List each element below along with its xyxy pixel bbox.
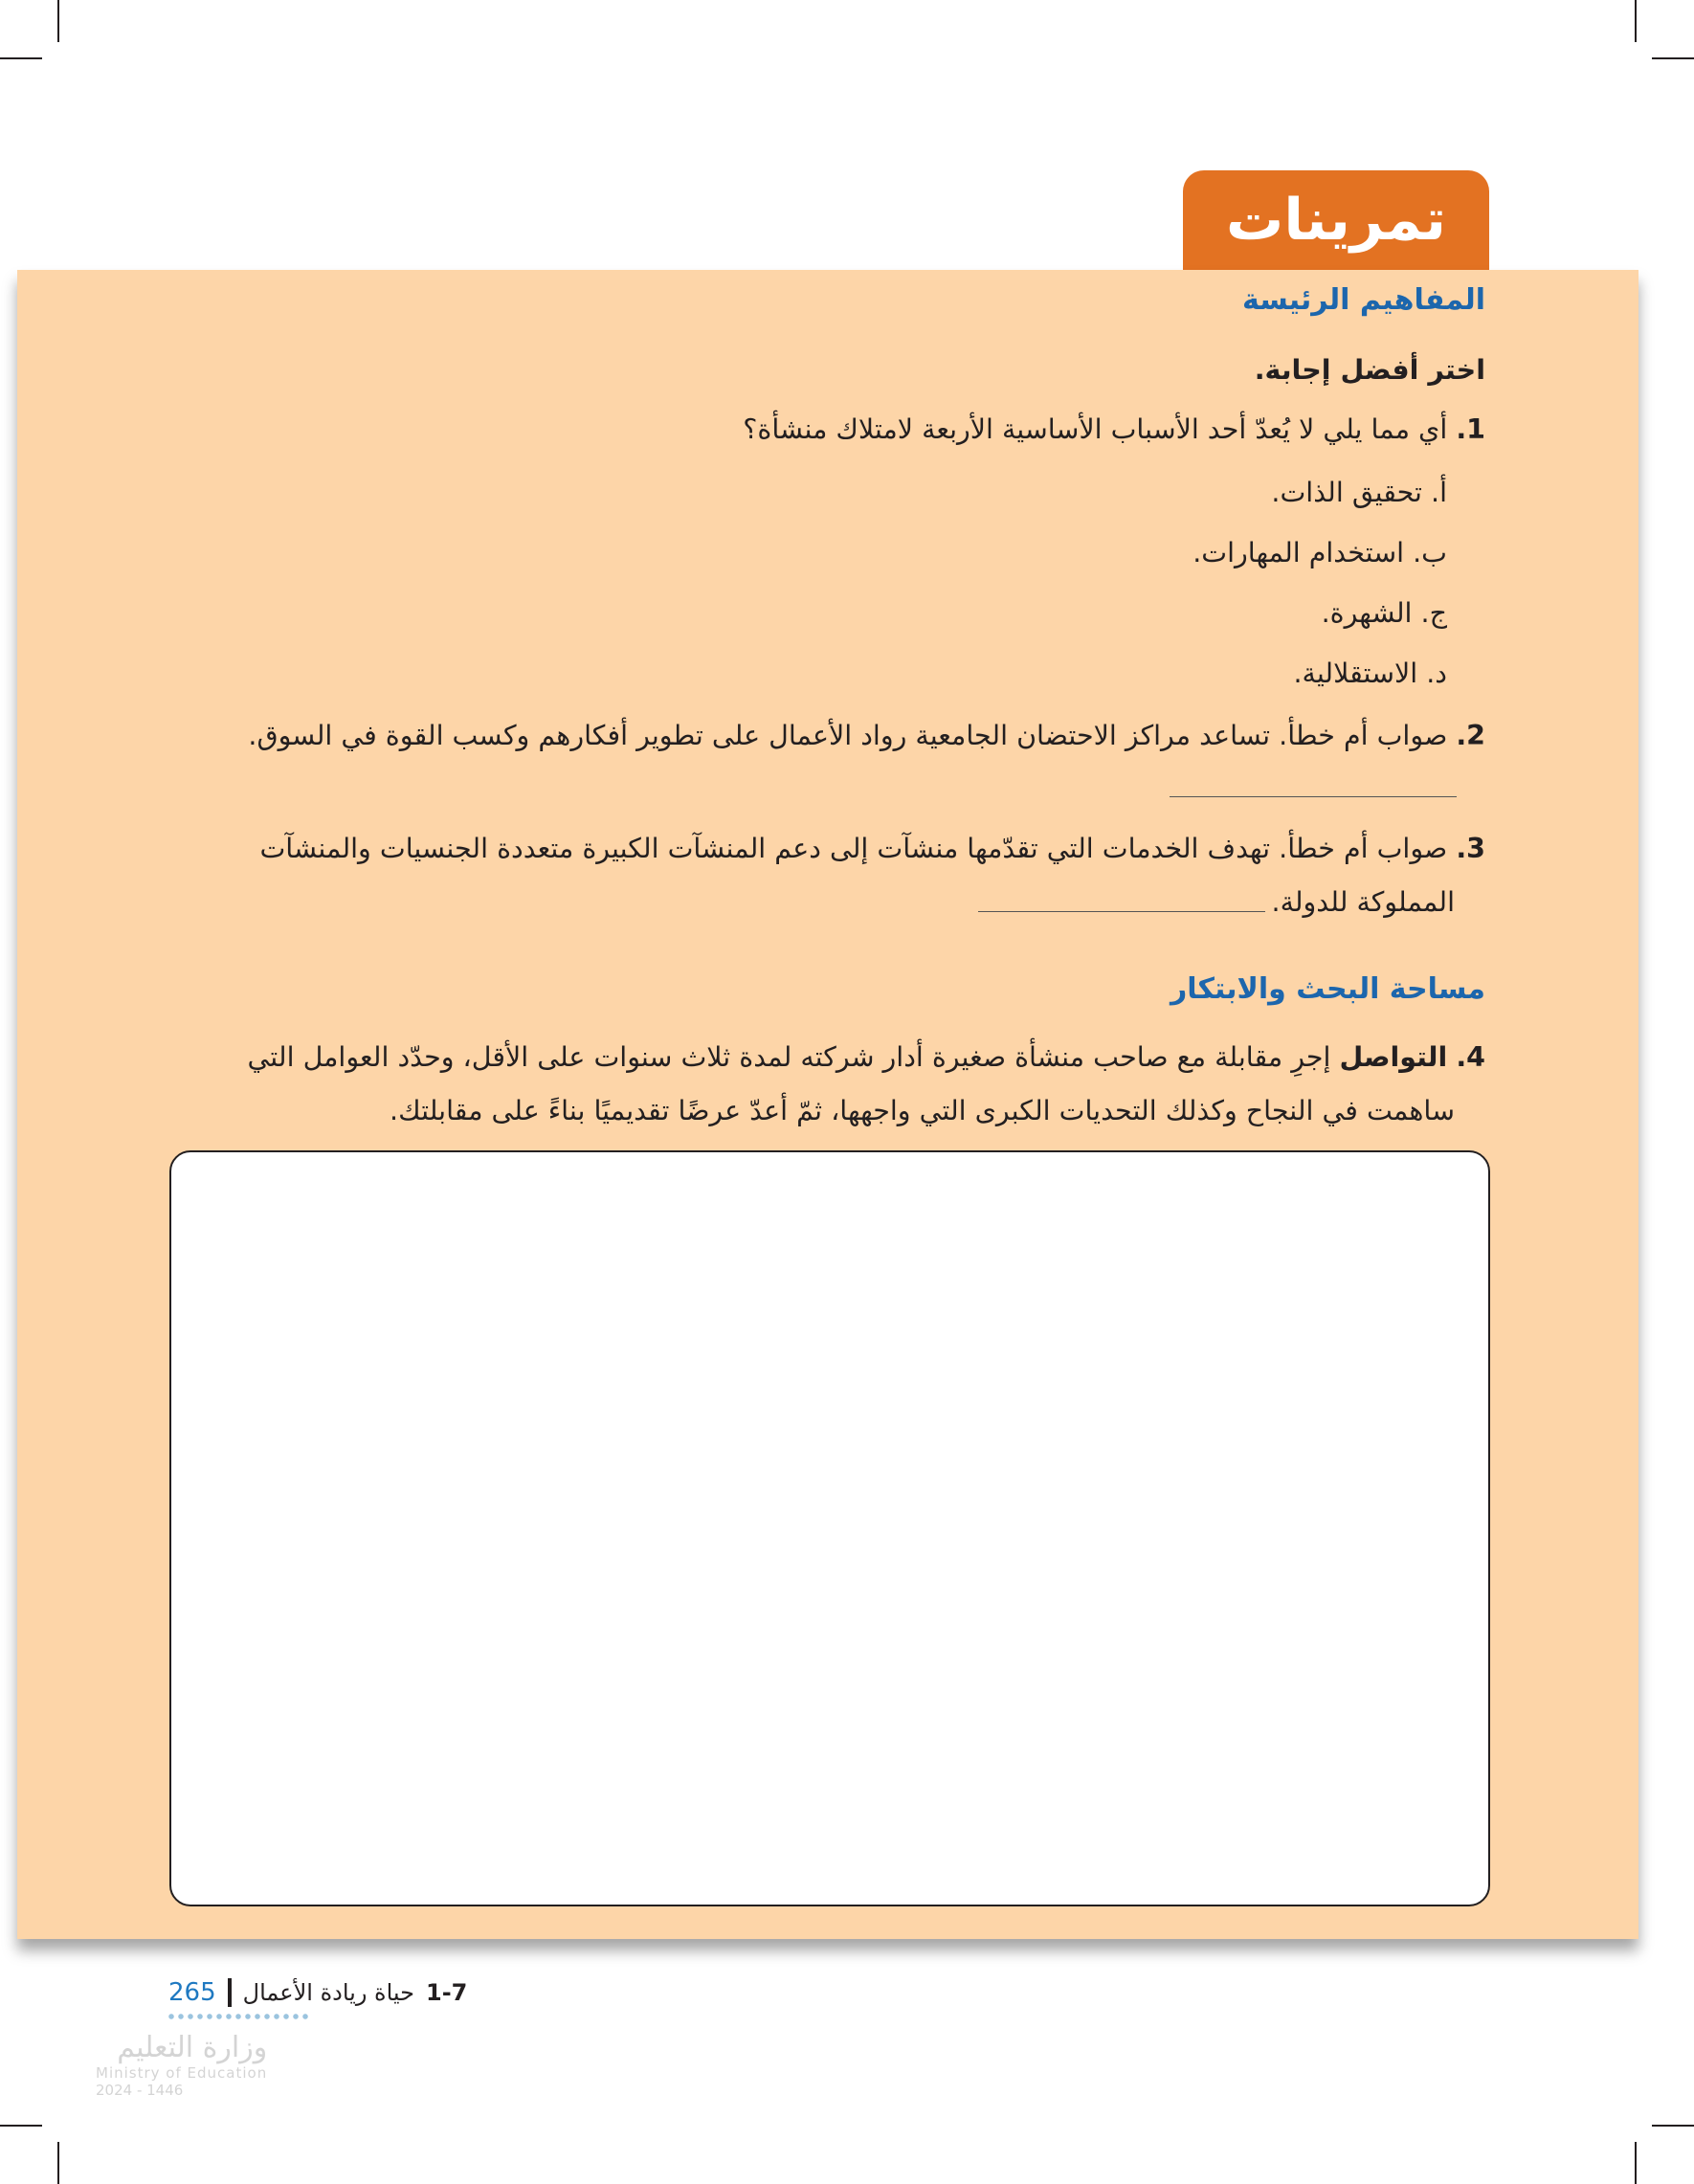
question-text: صواب أم خطأ. تساعد مراكز الاحتضان الجامعية رواد الأعمال على تطوير أفكارهم وكسب القوة في السوق. xyxy=(248,720,1448,751)
question-text: إجرِ مقابلة مع صاحب منشأة صغيرة أدار شركته لمدة ثلاث سنوات على الأقل، وحدّد العوامل التي xyxy=(247,1041,1331,1073)
crop-mark xyxy=(57,2142,59,2184)
footer-divider xyxy=(228,1978,232,2007)
question-number: 2. xyxy=(1456,720,1485,751)
question-4-continued: ساهمت في النجاح وكذلك التحديات الكبرى التي واجهها، ثمّ أعدّ عرضًا تقديميًا بناءً على مقابلتك. xyxy=(390,1095,1455,1126)
ministry-name-ar: وزارة التعليم xyxy=(117,2031,268,2064)
question-3 xyxy=(259,833,1485,865)
answer-line-q2[interactable] xyxy=(1170,796,1457,797)
page-number: 265 xyxy=(168,1978,216,2007)
exercises-tab xyxy=(1183,170,1489,270)
question-3-continued: المملوكة للدولة. xyxy=(1271,886,1455,918)
chapter-title: حياة ريادة الأعمال xyxy=(242,1979,415,2006)
key-concepts-title: المفاهيم الرئيسة xyxy=(1242,283,1485,317)
instruction: اختر أفضل إجابة. xyxy=(1254,354,1485,386)
page-footer xyxy=(168,1978,467,2007)
research-title: مساحة البحث والابتكار xyxy=(1170,972,1485,1006)
decorative-dots xyxy=(167,2012,312,2021)
question-label: التواصل xyxy=(1339,1041,1448,1073)
crop-mark xyxy=(1652,2125,1694,2127)
question-number: 1. xyxy=(1456,413,1485,445)
ministry-watermark xyxy=(96,2031,267,2099)
crop-mark xyxy=(1635,2142,1637,2184)
question-2 xyxy=(248,720,1485,752)
crop-mark xyxy=(57,0,59,42)
question-number: 4. xyxy=(1456,1041,1485,1073)
option-b[interactable]: ب. استخدام المهارات. xyxy=(1192,537,1447,568)
question-4 xyxy=(248,1041,1485,1074)
ministry-year: 2024 - 1446 xyxy=(96,2082,184,2099)
question-1 xyxy=(743,413,1485,446)
question-number: 3. xyxy=(1456,833,1485,864)
answer-box[interactable] xyxy=(169,1150,1490,1906)
crop-mark xyxy=(0,57,42,59)
crop-mark xyxy=(0,2125,42,2127)
question-text: أي مما يلي لا يُعدّ أحد الأسباب الأساسية الأربعة لامتلاك منشأة؟ xyxy=(743,413,1448,445)
exercises-title: تمرينات xyxy=(1226,187,1446,254)
option-a[interactable]: أ. تحقيق الذات. xyxy=(1271,477,1447,508)
crop-mark xyxy=(1635,0,1637,42)
option-d[interactable]: د. الاستقلالية. xyxy=(1293,657,1447,689)
question-text: صواب أم خطأ. تهدف الخدمات التي تقدّمها منشآت إلى دعم المنشآت الكبيرة متعددة الجنسيات والمنشآت xyxy=(259,833,1448,864)
crop-mark xyxy=(1652,57,1694,59)
option-c[interactable]: ج. الشهرة. xyxy=(1321,597,1447,629)
chapter-number: 1-7 xyxy=(426,1979,468,2006)
ministry-name-en: Ministry of Education xyxy=(96,2064,268,2082)
answer-line-q3[interactable] xyxy=(978,911,1265,912)
